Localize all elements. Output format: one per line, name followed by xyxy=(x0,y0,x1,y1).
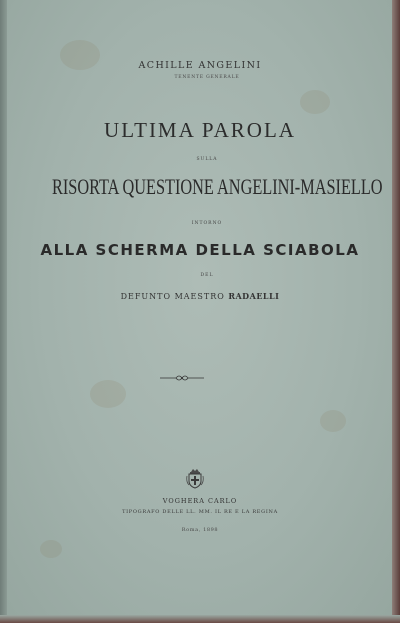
connector-del: DEL xyxy=(200,273,214,278)
topic-line: ALLA SCHERMA DELLA SCIABOLA xyxy=(40,241,360,259)
title: ULTIMA PAROLA xyxy=(104,118,296,142)
paper-stain xyxy=(320,410,346,432)
paper-stain xyxy=(90,380,126,408)
place-year: Roma, 1898 xyxy=(181,527,219,533)
royal-crest-icon xyxy=(186,468,204,490)
paper-stain xyxy=(40,540,62,558)
deceased-name: RADAELLI xyxy=(228,291,280,301)
printer: TIPOGRAFO DELLE LL. MM. IL RE E LA REGINA xyxy=(122,509,278,515)
deceased-prefix: DEFUNTO MAESTRO xyxy=(120,292,225,301)
subject-line: RISORTA QUESTIONE ANGELINI-MASIELLO xyxy=(52,174,383,199)
page-bottom-edge xyxy=(0,615,400,623)
ornament-divider-icon xyxy=(158,373,206,383)
connector-intorno: INTORNO xyxy=(191,221,223,226)
publisher: VOGHERA CARLO xyxy=(162,497,238,505)
connector-sulla: SULLA xyxy=(196,157,218,162)
paper-stain xyxy=(300,90,330,114)
author-name: ACHILLE ANGELINI xyxy=(138,60,262,71)
author-role: TENENTE GENERALE xyxy=(174,75,240,80)
deceased-line xyxy=(0,291,400,301)
